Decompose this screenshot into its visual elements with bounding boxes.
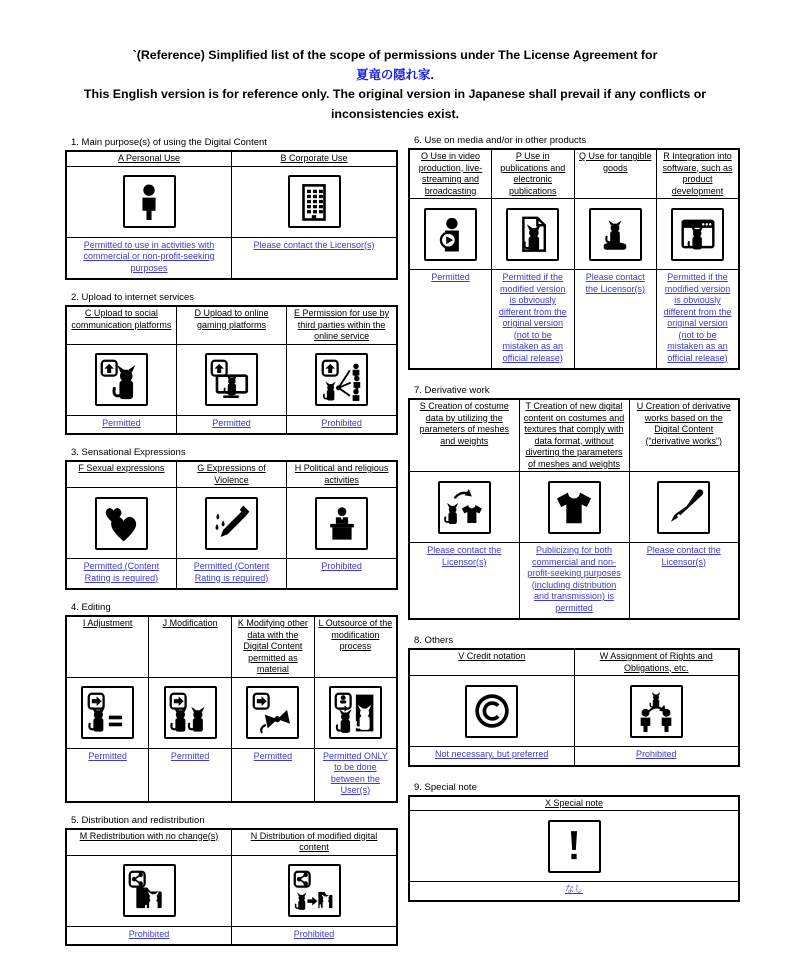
status-link[interactable]: Prohibited xyxy=(128,928,170,939)
adjustment-icon xyxy=(81,686,134,739)
status-cell xyxy=(574,747,739,766)
status-cell xyxy=(232,748,315,802)
status-cell xyxy=(66,415,176,434)
cell-header: F Sexual expressions xyxy=(66,461,176,488)
costume-data-icon xyxy=(438,481,491,534)
upload-gaming-icon xyxy=(205,353,258,406)
permission-table xyxy=(65,150,398,280)
work-name-period: . xyxy=(430,67,434,82)
status-link[interactable]: Permitted xyxy=(102,417,141,428)
status-link[interactable]: Permitted (Content Rating is required) xyxy=(193,561,270,583)
section xyxy=(65,137,398,280)
status-link[interactable]: Permitted xyxy=(212,417,251,428)
cell-header: N Distribution of modified digital content xyxy=(232,829,398,856)
status-link[interactable]: Please contact the Licensor(s) xyxy=(585,272,646,294)
status-link[interactable]: Permitted xyxy=(88,750,127,761)
cell-header: S Creation of costume data by utilizing the parameters of meshes and weights xyxy=(409,399,519,472)
cell-header: L Outsource of the modification process xyxy=(314,616,397,677)
icon-cell xyxy=(176,488,286,559)
section-title: 7. Derivative work xyxy=(414,385,490,396)
right-column xyxy=(408,135,740,917)
status-cell xyxy=(176,559,286,590)
corporate-use-icon xyxy=(288,175,341,228)
cell-header: H Political and religious activities xyxy=(287,461,397,488)
tangible-goods-icon xyxy=(589,208,642,261)
status-link[interactable]: Prohibited xyxy=(321,561,362,571)
icon-cell xyxy=(409,676,574,747)
redistribution-icon xyxy=(123,864,176,917)
status-cell xyxy=(287,415,397,434)
cell-header: P Use in publications and electronic publications xyxy=(492,149,575,199)
modification-icon xyxy=(164,686,217,739)
status-cell xyxy=(409,747,574,766)
section-title: 6. Use on media and/or in other products xyxy=(414,135,587,146)
icon-cell xyxy=(574,676,739,747)
status-cell xyxy=(409,270,492,370)
cell-header: G Expressions of Violence xyxy=(176,461,286,488)
credit-notation-icon xyxy=(465,685,518,738)
icon-cell xyxy=(287,344,397,415)
icon-cell xyxy=(519,472,629,543)
icon-cell xyxy=(657,199,740,270)
rights-assignment-icon xyxy=(630,685,683,738)
status-link[interactable]: Prohibited xyxy=(635,749,677,759)
cell-header: Q Use for tangible goods xyxy=(574,149,657,199)
cell-header: X Special note xyxy=(409,796,739,811)
status-cell xyxy=(66,237,232,279)
status-link[interactable]: Permitted xyxy=(253,750,293,761)
permission-table xyxy=(65,828,398,947)
section xyxy=(65,447,398,590)
third-party-use-icon xyxy=(315,353,368,406)
status-cell xyxy=(66,748,149,802)
status-link[interactable]: Permitted to use in activities with commercial or non-profit-seeking purposes xyxy=(83,239,215,273)
cell-header: O Use in video production, live-streaming and broadcasting xyxy=(409,149,492,199)
status-link[interactable]: Prohibited xyxy=(321,417,362,428)
cell-header: A Personal Use xyxy=(66,151,232,166)
status-cell xyxy=(287,559,397,590)
cell-header: J Modification xyxy=(149,616,232,677)
icon-cell xyxy=(574,199,657,270)
permission-table xyxy=(65,305,398,435)
icon-cell xyxy=(176,344,286,415)
icon-cell xyxy=(314,677,397,748)
icon-cell xyxy=(66,855,232,926)
cell-header: W Assignment of Rights and Obligations, etc. xyxy=(574,649,739,676)
icon-cell xyxy=(492,199,575,270)
icon-cell xyxy=(232,166,398,237)
sexual-expression-icon xyxy=(95,497,148,550)
status-cell xyxy=(574,270,657,370)
icon-cell xyxy=(66,166,232,237)
section xyxy=(408,635,740,767)
cell-header: T Creation of new digital content on costumes and textures that comply with data format, without diverting the parameters of meshes and weights xyxy=(519,399,629,472)
status-cell xyxy=(232,926,398,945)
icon-cell xyxy=(149,677,232,748)
status-cell xyxy=(409,882,739,901)
document-title xyxy=(40,46,750,124)
icon-cell xyxy=(409,472,519,543)
status-cell xyxy=(314,748,397,802)
icon-cell xyxy=(287,488,397,559)
icon-cell xyxy=(629,472,739,543)
outsource-icon xyxy=(329,686,382,739)
status-link[interactable]: Permitted xyxy=(431,272,470,282)
section xyxy=(65,602,398,803)
cell-header: K Modifying other data with the Digital Content permitted as material xyxy=(232,616,315,677)
title-line3: inconsistencies exist. xyxy=(330,106,460,121)
status-link[interactable]: Permitted if the modified version is obviously different from the original version (not to be mistaken as an official release) xyxy=(498,272,567,363)
status-cell xyxy=(66,926,232,945)
modify-other-data-icon xyxy=(246,686,299,739)
icon-cell xyxy=(232,855,398,926)
software-integration-icon xyxy=(671,208,724,261)
status-link[interactable]: Please contact the Licensor(s) xyxy=(646,545,721,567)
section xyxy=(65,815,398,947)
icon-cell xyxy=(66,677,149,748)
status-cell xyxy=(657,270,740,370)
personal-use-icon xyxy=(123,175,176,228)
status-cell xyxy=(629,543,739,620)
status-link[interactable]: Please contact the Licensor(s) xyxy=(427,545,502,567)
work-name-link[interactable]: 夏竜の隠れ家 xyxy=(356,67,431,82)
icon-cell xyxy=(232,677,315,748)
violence-expression-icon xyxy=(205,497,258,550)
modified-distribution-icon xyxy=(288,864,341,917)
left-column xyxy=(65,137,398,958)
status-link[interactable]: なし xyxy=(564,884,583,894)
status-cell xyxy=(409,543,519,620)
status-cell xyxy=(176,415,286,434)
status-link[interactable]: Permitted (Content Rating is required) xyxy=(83,561,160,583)
section-title: 4. Editing xyxy=(71,602,111,613)
permission-table xyxy=(65,615,398,803)
permission-table xyxy=(408,398,740,620)
status-link[interactable]: Please contact the Licensor(s) xyxy=(253,239,375,250)
permission-table xyxy=(408,648,740,767)
section xyxy=(408,135,740,370)
status-link[interactable]: Permitted if the modified version is obviously different from the original version (not to be mistaken as an official release) xyxy=(663,272,732,363)
icon-cell xyxy=(66,488,176,559)
cell-header: B Corporate Use xyxy=(232,151,398,166)
cell-header: R Integration into software, such as product development xyxy=(657,149,740,199)
status-link[interactable]: Not necessary, but preferred xyxy=(435,749,549,759)
status-cell xyxy=(519,543,629,620)
section-title: 9. Special note xyxy=(414,781,477,793)
cell-header: M Redistribution with no change(s) xyxy=(66,829,232,856)
icon-cell xyxy=(66,344,176,415)
permission-table xyxy=(65,460,398,590)
political-religious-icon xyxy=(315,497,368,550)
section xyxy=(65,292,398,435)
status-cell xyxy=(66,559,176,590)
new-costume-content-icon xyxy=(548,481,601,534)
title-line1: `(Reference) Simplified list of the scope of permissions under The License Agreement for xyxy=(132,48,658,62)
cell-header: D Upload to online gaming platforms xyxy=(176,306,286,344)
derivative-works-icon xyxy=(657,481,710,534)
permission-table xyxy=(408,795,740,902)
status-cell xyxy=(232,237,398,279)
publication-use-icon xyxy=(506,208,559,261)
cell-header: V Credit notation xyxy=(409,649,574,676)
status-cell xyxy=(492,270,575,370)
section xyxy=(408,782,740,902)
section-title: 8. Others xyxy=(414,635,454,646)
status-cell xyxy=(149,748,232,802)
video-use-icon xyxy=(424,208,477,261)
section-title: 1. Main purpose(s) of using the Digital Content xyxy=(71,137,267,148)
status-link[interactable]: Publicizing for both commercial and non-profit-seeking purposes (including distribution and transmission) is permitted xyxy=(527,545,621,613)
status-link[interactable]: Prohibited xyxy=(293,928,335,939)
section-title: 3. Sensational Expressions xyxy=(71,447,186,458)
icon-cell xyxy=(409,811,739,882)
section xyxy=(408,385,740,620)
icon-cell xyxy=(409,199,492,270)
permission-table xyxy=(408,148,740,370)
upload-social-icon xyxy=(95,353,148,406)
title-line2: This English version is for reference only. The original version in Japanese shall prevail if any conflicts or xyxy=(83,87,707,101)
status-link[interactable]: Permitted xyxy=(170,750,210,761)
cell-header: E Permission for use by third parties within the online service xyxy=(287,306,397,344)
section-title: 2. Upload to internet services xyxy=(71,292,195,303)
cell-header: I Adjustment xyxy=(66,616,149,677)
cell-header: C Upload to social communication platforms xyxy=(66,306,176,344)
cell-header: U Creation of derivative works based on the Digital Content (“derivative works”) xyxy=(629,399,739,472)
section-title: 5. Distribution and redistribution xyxy=(71,814,205,826)
special-note-icon xyxy=(548,820,601,873)
status-link[interactable]: Permitted ONLY to be done between the User(s) xyxy=(322,750,388,795)
